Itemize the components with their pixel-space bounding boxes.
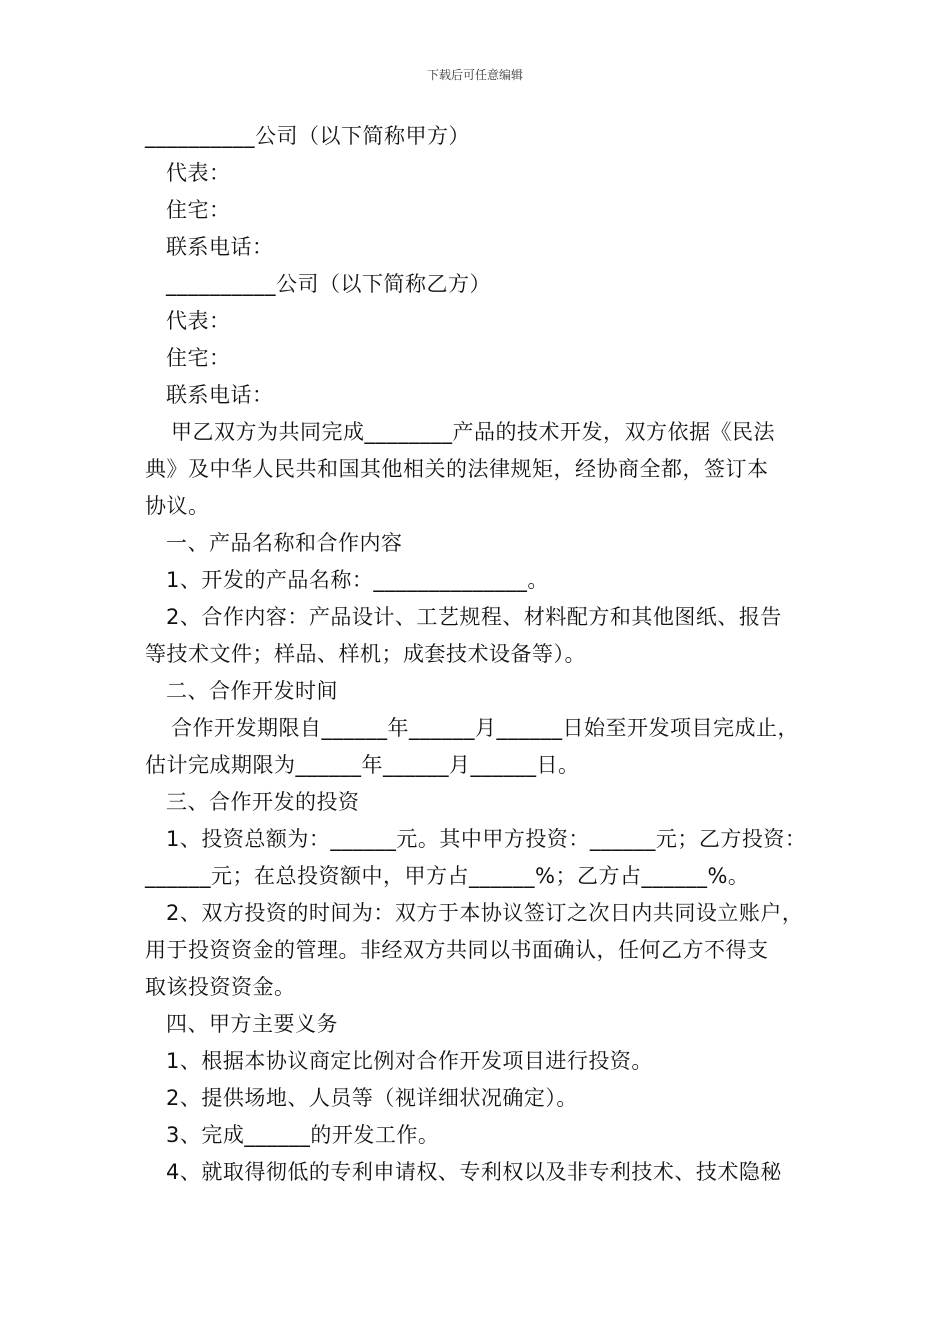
document-body: [145, 118, 815, 1191]
clause-line: 1、投资总额为：______元。其中甲方投资：______元；乙方投资：: [166, 827, 807, 851]
party-b-address-line: 住宅：: [166, 346, 231, 370]
party-b-company-line: __________公司（以下简称乙方）: [166, 272, 491, 296]
clause-line: 3、完成______的开发工作。: [166, 1123, 440, 1147]
page-header: 下载后可任意编辑: [426, 68, 523, 82]
section-heading: 二、合作开发时间: [166, 679, 338, 703]
clause-line: 2、双方投资的时间为：双方于本协议签订之次日内共同设立账户，: [166, 901, 804, 925]
clause-line: 4、就取得彻低的专利申请权、专利权以及非专利技术、技术隐秘: [166, 1160, 782, 1184]
clause-line: 2、提供场地、人员等（视详细状况确定）。: [166, 1086, 578, 1110]
clause-line: ______元；在总投资额中，甲方占______%；乙方占______%。: [145, 864, 750, 888]
clause-line: 取该投资资金。: [145, 975, 296, 999]
clause-line: 1、根据本协议商定比例对合作开发项目进行投资。: [166, 1049, 653, 1073]
party-a-address-line: 住宅：: [166, 198, 231, 222]
clause-line: 等技术文件；样品、样机；成套技术设备等）。: [145, 642, 586, 666]
preamble-paragraph-line: 协议。: [145, 494, 210, 518]
clause-line: 1、开发的产品名称：______________。: [166, 568, 549, 592]
party-a-company-line: __________公司（以下简称甲方）: [145, 124, 470, 148]
section-heading: 四、甲方主要义务: [166, 1012, 338, 1036]
party-a-representative-line: 代表：: [166, 161, 231, 185]
party-b-representative-line: 代表：: [166, 309, 231, 333]
party-b-phone-line: 联系电话：: [166, 383, 274, 407]
section-heading: 三、合作开发的投资: [166, 790, 360, 814]
clause-line: 合作开发期限自______年______月______日始至开发项目完成止，: [171, 716, 799, 740]
preamble-paragraph-line: 甲乙双方为共同完成________产品的技术开发，双方依据《民法: [171, 420, 775, 444]
section-heading: 一、产品名称和合作内容: [166, 531, 403, 555]
preamble-paragraph-line: 典》及中华人民共和国其他相关的法律规矩，经协商全都，签订本: [145, 457, 769, 481]
clause-line: 用于投资资金的管理。非经双方共同以书面确认，任何乙方不得支: [145, 938, 769, 962]
party-a-phone-line: 联系电话：: [166, 235, 274, 259]
clause-line: 2、合作内容：产品设计、工艺规程、材料配方和其他图纸、报告: [166, 605, 782, 629]
clause-line: 估计完成期限为______年______月______日。: [145, 753, 580, 777]
